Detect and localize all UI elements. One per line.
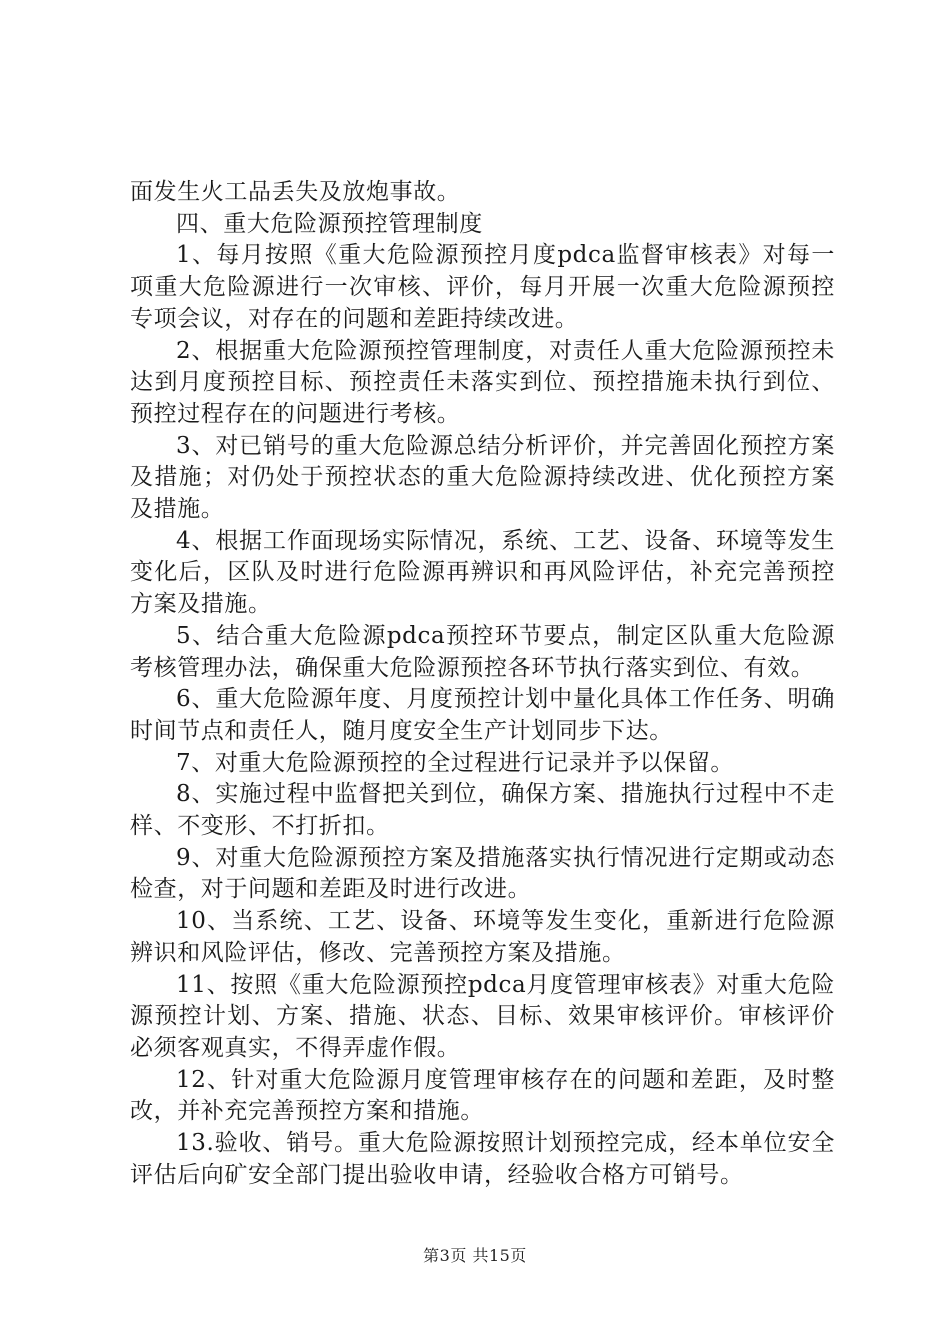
document-body	[130, 177, 835, 1192]
section-heading: 四、重大危险源预控管理制度	[176, 210, 483, 237]
paragraph-item-13: 13.验收、销号。重大危险源按照计划预控完成，经本单位安全评估后向矿安全部门提出验收申请，经验收合格方可销号。	[130, 1130, 835, 1188]
paragraph-item-6: 6、重大危险源年度、月度预控计划中量化具体工作任务、明确时间节点和责任人，随月度安全生产计划同步下达。	[130, 686, 835, 744]
paragraph-continuation: 面发生火工品丢失及放炮事故。	[130, 179, 461, 205]
paragraph-item-4: 4、根据工作面现场实际情况，系统、工艺、设备、环境等发生变化后，区队及时进行危险源再辨识和再风险评估，补充完善预控方案及措施。	[130, 527, 835, 618]
paragraph-item-3: 3、对已销号的重大危险源总结分析评价，并完善固化预控方案及措施；对仍处于预控状态的重大危险源持续改进、优化预控方案及措施。	[130, 432, 835, 523]
paragraph-item-7: 7、对重大危险源预控的全过程进行记录并予以保留。	[176, 749, 735, 776]
paragraph-item-5: 5、结合重大危险源pdca预控环节要点，制定区队重大危险源考核管理办法，确保重大危险源预控各环节执行落实到位、有效。	[130, 622, 835, 681]
page-number-footer: 第3页 共15页	[423, 1246, 527, 1265]
paragraph-item-9: 9、对重大危险源预控方案及措施落实执行情况进行定期或动态检查，对于问题和差距及时进行改进。	[130, 844, 835, 903]
paragraph-item-12: 12、针对重大危险源月度管理审核存在的问题和差距，及时整改，并补充完善预控方案和措施。	[130, 1066, 835, 1125]
paragraph-item-1: 1、每月按照《重大危险源预控月度pdca监督审核表》对每一项重大危险源进行一次审核、评价，每月开展一次重大危险源预控专项会议，对存在的问题和差距持续改进。	[130, 242, 835, 332]
paragraph-item-10: 10、当系统、工艺、设备、环境等发生变化，重新进行危险源辨识和风险评估，修改、完善预控方案及措施。	[130, 908, 835, 966]
paragraph-item-8: 8、实施过程中监督把关到位，确保方案、措施执行过程中不走样、不变形、不打折扣。	[130, 781, 835, 840]
paragraph-item-2: 2、根据重大危险源预控管理制度，对责任人重大危险源预控未达到月度预控目标、预控责任未落实到位、预控措施未执行到位、预控过程存在的问题进行考核。	[130, 337, 835, 427]
paragraph-item-11: 11、按照《重大危险源预控pdca月度管理审核表》对重大危险源预控计划、方案、措施、状态、目标、效果审核评价。审核评价必须客观真实，不得弄虚作假。	[130, 971, 835, 1061]
